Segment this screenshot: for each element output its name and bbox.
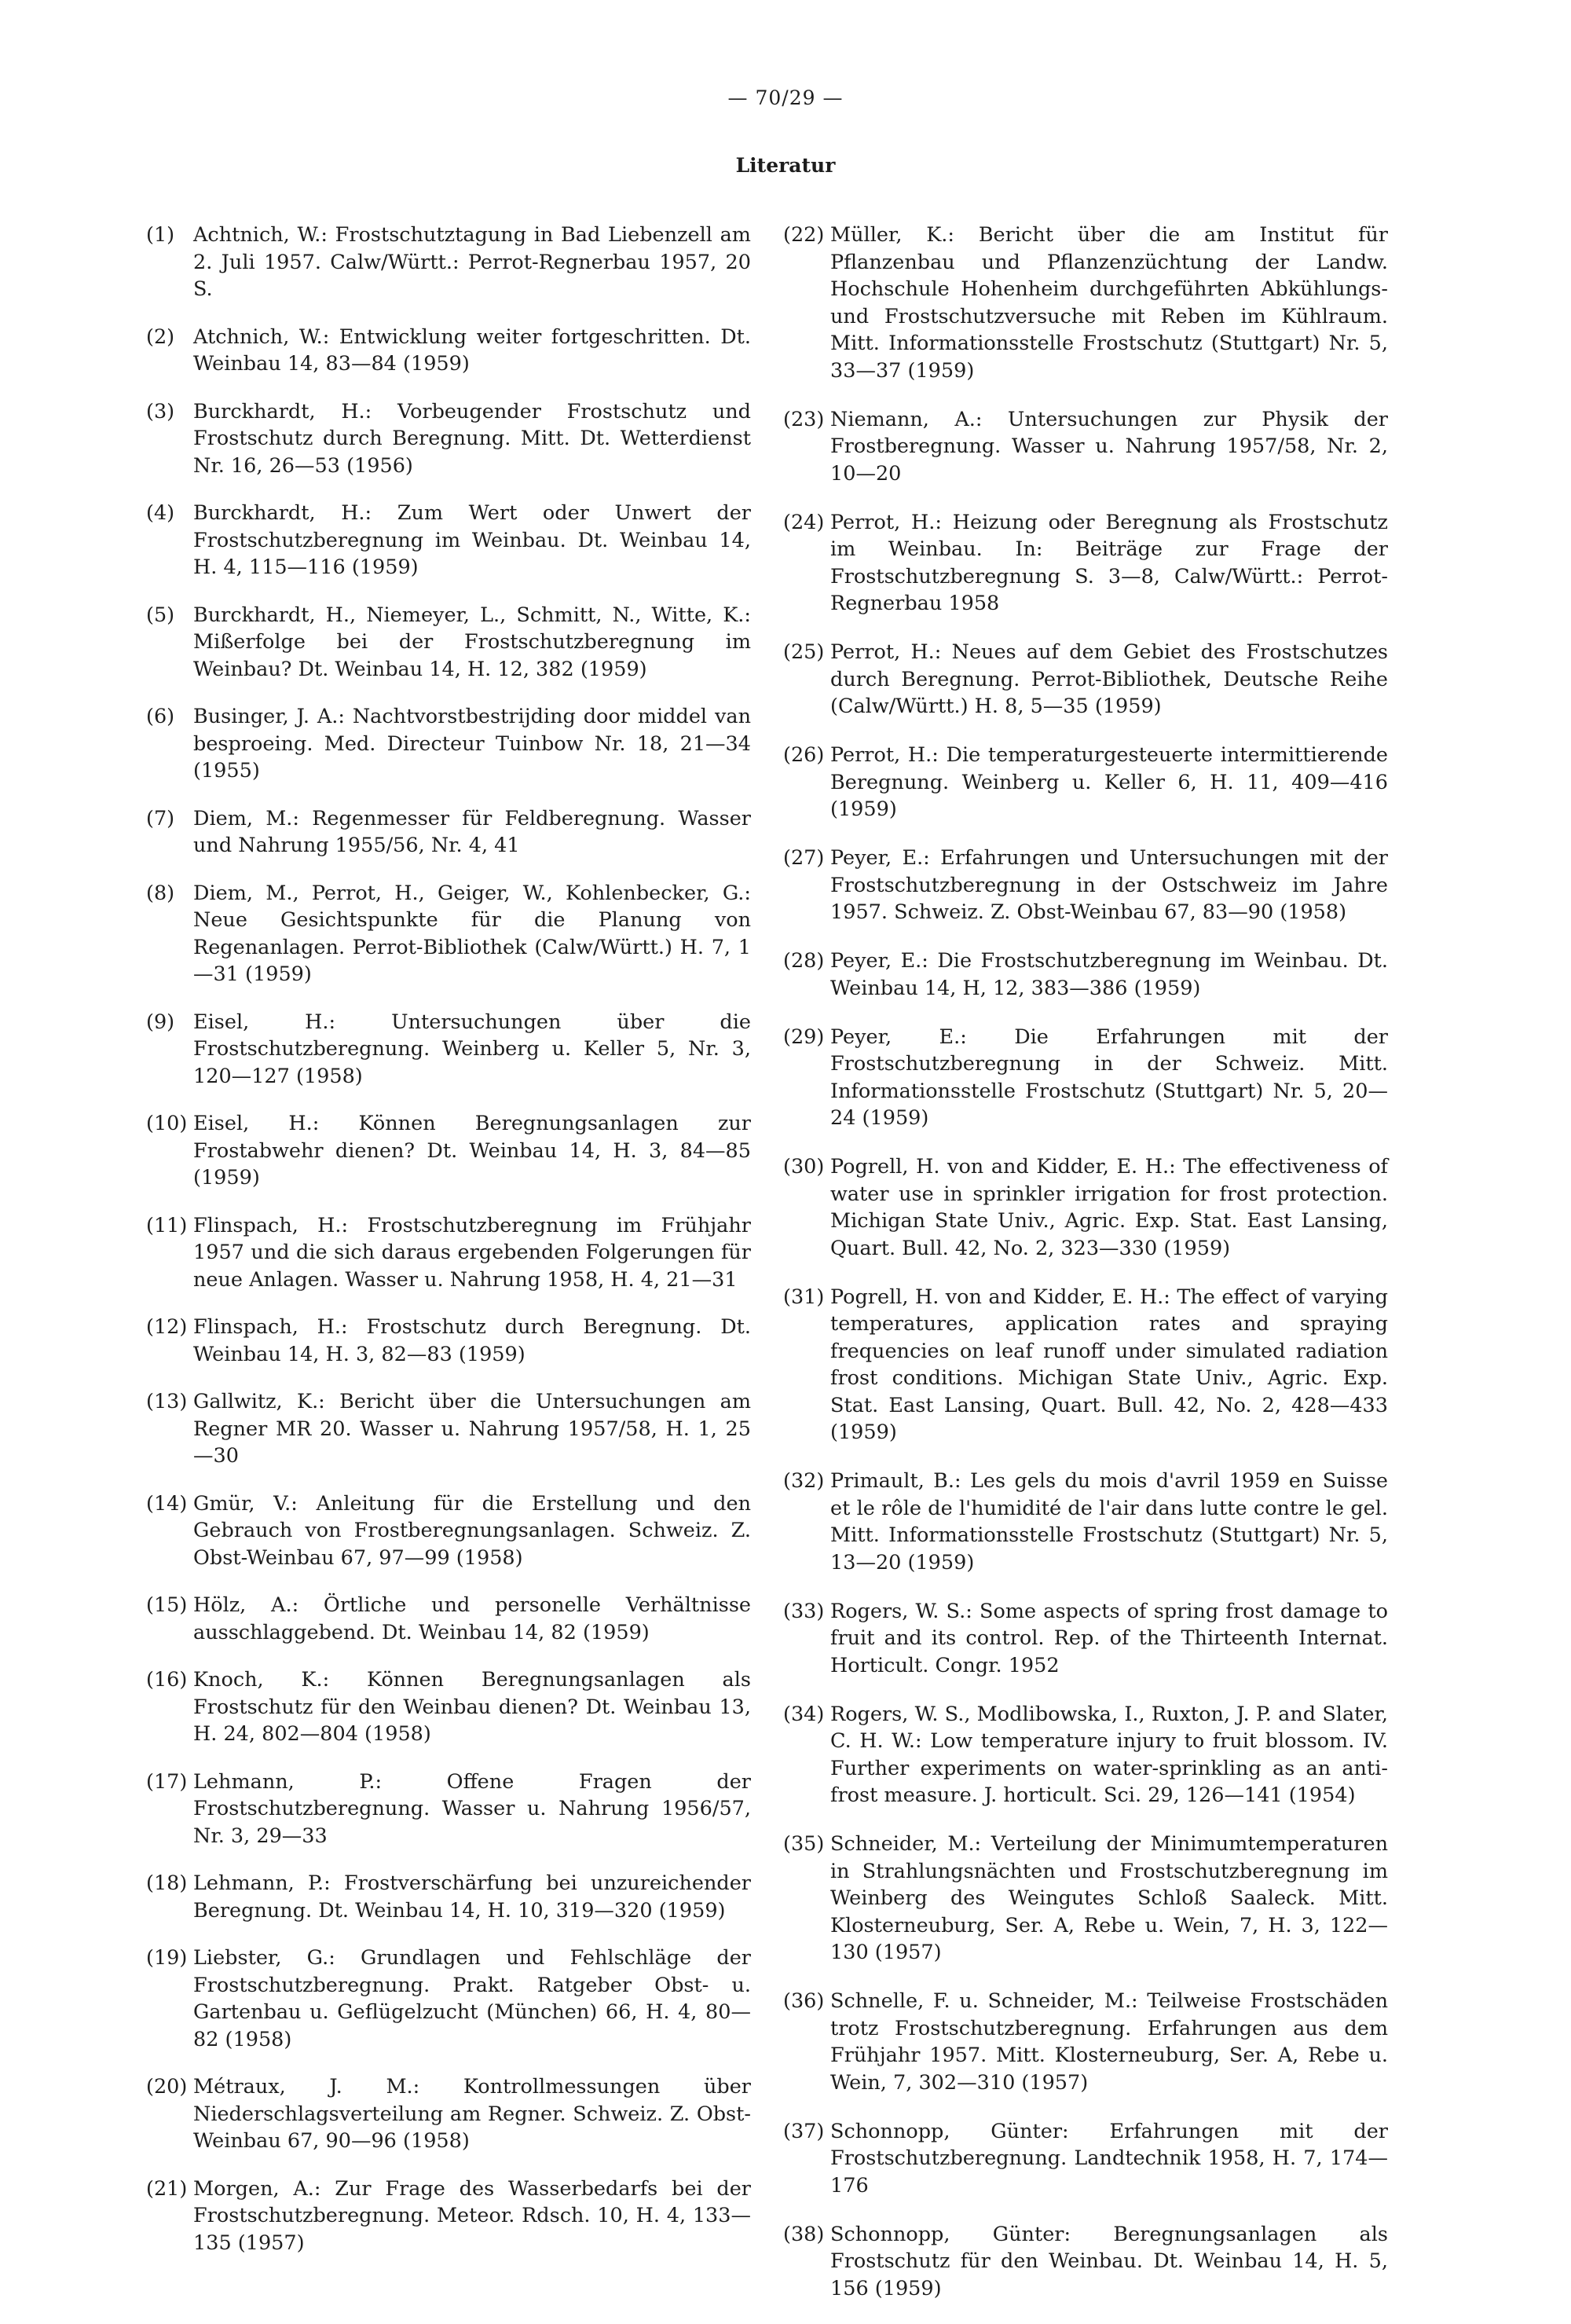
- reference-text: Burckhardt, H.: Zum Wert oder Unwert der Frostschutzberegnung im Weinbau. Dt. Weinbau 14, H. 4, 115—116 (1959): [193, 501, 751, 579]
- reference-number: (1): [146, 223, 175, 247]
- reference-number: (23): [783, 407, 825, 431]
- reference-number: (31): [783, 1285, 825, 1309]
- reference-item: [146, 1870, 751, 1924]
- reference-item: [146, 2176, 751, 2257]
- reference-item: [146, 1388, 751, 1470]
- reference-item: [783, 509, 1388, 618]
- reference-number: (29): [783, 1025, 825, 1049]
- reference-number: (33): [783, 1599, 825, 1623]
- reference-text: Perrot, H.: Die temperaturgesteuerte intermittierende Beregnung. Weinberg u. Keller 6, H. 11, 409—416 (1959): [830, 743, 1388, 821]
- reference-number: (8): [146, 881, 175, 905]
- reference-text: Métraux, J. M.: Kontrollmessungen über Niederschlagsverteilung am Regner. Schweiz. Z. Obst-Weinbau 67, 90—96 (1958): [193, 2075, 751, 2153]
- page-number: — 70/29 —: [727, 86, 844, 109]
- reference-number: (28): [783, 949, 825, 973]
- reference-item: [146, 805, 751, 860]
- reference-text: Eisel, H.: Untersuchungen über die Frostschutzberegnung. Weinberg u. Keller 5, Nr. 3, 120—127 (1958): [193, 1010, 751, 1088]
- reference-text: Perrot, H.: Heizung oder Beregnung als Frostschutz im Weinbau. In: Beiträge zur Frage der Frostschutzberegnung S. 3—8, Calw/Württ.: Perrot-Regnerbau 1958: [830, 510, 1388, 615]
- reference-number: (34): [783, 1702, 825, 1726]
- reference-text: Peyer, E.: Die Frostschutzberegnung im Weinbau. Dt. Weinbau 14, H, 12, 383—386 (1959): [830, 949, 1388, 1000]
- reference-text: Flinspach, H.: Frostschutzberegnung im Frühjahr 1957 und die sich daraus ergebenden Folgerungen für neue Anlagen. Wasser u. Nahrung 1958, H. 4, 21—31: [193, 1213, 751, 1292]
- reference-item: [146, 500, 751, 581]
- reference-text: Schonnopp, Günter: Beregnungsanlagen als Frostschutz für den Weinbau. Dt. Weinbau 14, H. 5, 156 (1959): [830, 2222, 1388, 2300]
- reference-item: [783, 1598, 1388, 1680]
- reference-number: (6): [146, 705, 175, 728]
- reference-number: (38): [783, 2222, 825, 2246]
- page-title: Literatur: [735, 154, 836, 177]
- reference-item: [783, 1701, 1388, 1809]
- reference-text: Rogers, W. S.: Some aspects of spring frost damage to fruit and its control. Rep. of the Thirteenth Internat. Horticult. Congr. 1952: [830, 1599, 1388, 1677]
- reference-number: (16): [146, 1668, 188, 1692]
- reference-item: [783, 1988, 1388, 2096]
- reference-text: Flinspach, H.: Frostschutz durch Beregnung. Dt. Weinbau 14, H. 3, 82—83 (1959): [193, 1315, 751, 1366]
- reference-item: [146, 703, 751, 785]
- reference-text: Perrot, H.: Neues auf dem Gebiet des Frostschutzes durch Beregnung. Perrot-Bibliothek, Deutsche Reihe (Calw/Württ.) H. 8, 5—35 (1959): [830, 640, 1388, 718]
- reference-number: (25): [783, 640, 825, 664]
- reference-item: [783, 1468, 1388, 1576]
- reference-number: (26): [783, 743, 825, 767]
- reference-number: (37): [783, 2119, 825, 2143]
- reference-item: [783, 222, 1388, 384]
- reference-number: (10): [146, 1112, 188, 1135]
- reference-item: [783, 1284, 1388, 1446]
- reference-item: [783, 742, 1388, 823]
- reference-item: [783, 406, 1388, 488]
- reference-text: Pogrell, H. von and Kidder, E. H.: The effect of varying temperatures, application rates and spraying frequencies on leaf runoff under simulated radiation frost conditions. Michigan State Univ., Agric. Exp. Stat. East Lansing, Quart. Bull. 42, No. 2, 428—433 (1959): [830, 1285, 1388, 1444]
- reference-number: (17): [146, 1769, 188, 1794]
- reference-text: Businger, J. A.: Nachtvorstbestrijding door middel van besproeing. Med. Directeur Tuinbow Nr. 18, 21—34 (1955): [193, 705, 751, 783]
- reference-text: Schneider, M.: Verteilung der Minimumtemperaturen in Strahlungsnächten und Frostschutzberegnung im Weinberg des Weingutes Schloß Saaleck. Mitt. Klosterneuburg, Ser. A, Rebe u. Wein, 7, H. 3, 122—130 (1957): [830, 1832, 1388, 1964]
- reference-item: [146, 1592, 751, 1646]
- reference-number: (7): [146, 806, 175, 830]
- reference-item: [146, 880, 751, 988]
- reference-text: Peyer, E.: Die Erfahrungen mit der Frostschutzberegnung in der Schweiz. Mitt. Informationsstelle Frostschutz (Stuttgart) Nr. 5, 20—24 (1959): [830, 1025, 1388, 1130]
- reference-text: Lehmann, P.: Offene Fragen der Frostschutzberegnung. Wasser u. Nahrung 1956/57, Nr. 3, 29—33: [193, 1769, 751, 1848]
- reference-number: (24): [783, 510, 825, 534]
- reference-number: (36): [783, 1989, 825, 2013]
- reference-column-right: [783, 222, 1388, 2324]
- reference-item: [146, 1314, 751, 1368]
- reference-text: Schnelle, F. u. Schneider, M.: Teilweise Frostschäden trotz Frostschutzberegnung. Erfahrungen aus dem Frühjahr 1957. Mitt. Klosterneuburg, Ser. A, Rebe u. Wein, 7, 302—310 (1957): [830, 1989, 1388, 2095]
- reference-number: (14): [146, 1491, 188, 1516]
- reference-number: (27): [783, 846, 825, 870]
- reference-number: (2): [146, 324, 175, 349]
- reference-number: (18): [146, 1871, 188, 1895]
- reference-text: Pogrell, H. von and Kidder, E. H.: The effectiveness of water use in sprinkler irrigation for frost protection. Michigan State Univ., Agric. Exp. Stat. East Lansing, Quart. Bull. 42, No. 2, 323—330 (1959): [830, 1155, 1388, 1260]
- reference-item: [783, 1024, 1388, 1132]
- reference-number: (32): [783, 1469, 825, 1493]
- reference-text: Lehmann, P.: Frostverschärfung bei unzureichender Beregnung. Dt. Weinbau 14, H. 10, 319—320 (1959): [193, 1871, 751, 1923]
- reference-text: Gallwitz, K.: Bericht über die Untersuchungen am Regner MR 20. Wasser u. Nahrung 1957/58, H. 1, 25—30: [193, 1390, 751, 1468]
- reference-item: [146, 222, 751, 303]
- reference-text: Diem, M.: Regenmesser für Feldberegnung. Wasser und Nahrung 1955/56, Nr. 4, 41: [193, 806, 751, 857]
- reference-text: Knoch, K.: Können Beregnungsanlagen als Frostschutz für den Weinbau dienen? Dt. Weinbau 13, H. 24, 802—804 (1958): [193, 1668, 751, 1746]
- reference-item: [783, 639, 1388, 720]
- reference-number: (11): [146, 1213, 188, 1237]
- reference-item: [783, 2221, 1388, 2303]
- reference-item: [783, 845, 1388, 926]
- reference-number: (15): [146, 1593, 188, 1617]
- reference-text: Achtnich, W.: Frostschutztagung in Bad Liebenzell am 2. Juli 1957. Calw/Württ.: Perrot-Regnerbau 1957, 20 S.: [193, 223, 751, 301]
- reference-item: [783, 1831, 1388, 1967]
- reference-item: [783, 2118, 1388, 2200]
- reference-text: Atchnich, W.: Entwicklung weiter fortgeschritten. Dt. Weinbau 14, 83—84 (1959): [193, 324, 751, 376]
- reference-item: [146, 324, 751, 378]
- reference-item: [146, 1212, 751, 1294]
- reference-number: (3): [146, 399, 175, 423]
- reference-number: (20): [146, 2075, 188, 2099]
- reference-number: (5): [146, 603, 175, 627]
- reference-number: (13): [146, 1390, 188, 1413]
- reference-text: Schonnopp, Günter: Erfahrungen mit der Frostschutzberegnung. Landtechnik 1958, H. 7, 174—176: [830, 2119, 1388, 2198]
- reference-text: Peyer, E.: Erfahrungen und Untersuchungen mit der Frostschutzberegnung in der Ostschweiz im Jahre 1957. Schweiz. Z. Obst-Weinbau 67, 83—90 (1958): [830, 846, 1388, 924]
- reference-item: [783, 948, 1388, 1002]
- reference-item: [146, 602, 751, 684]
- reference-item: [146, 2073, 751, 2155]
- reference-number: (30): [783, 1155, 825, 1178]
- reference-number: (19): [146, 1946, 188, 1970]
- reference-item: [146, 1945, 751, 2053]
- reference-text: Morgen, A.: Zur Frage des Wasserbedarfs bei der Frostschutzberegnung. Meteor. Rdsch. 10, H. 4, 133—135 (1957): [193, 2176, 751, 2255]
- reference-text: Burckhardt, H., Niemeyer, L., Schmitt, N., Witte, K.: Mißerfolge bei der Frostschutzberegnung im Weinbau? Dt. Weinbau 14, H. 12, 382 (1959): [193, 603, 751, 681]
- reference-item: [146, 1490, 751, 1572]
- reference-number: (21): [146, 2176, 188, 2201]
- reference-item: [146, 1666, 751, 1748]
- reference-number: (9): [146, 1010, 175, 1034]
- reference-number: (22): [783, 223, 825, 247]
- reference-number: (12): [146, 1315, 188, 1339]
- reference-text: Liebster, G.: Grundlagen und Fehlschläge der Frostschutzberegnung. Prakt. Ratgeber Obst- u. Gartenbau u. Geflügelzucht (München) 66, H. 4, 80—82 (1958): [193, 1946, 751, 2051]
- reference-column-left: [146, 222, 751, 2277]
- reference-text: Gmür, V.: Anleitung für die Erstellung und den Gebrauch von Frostberegnungsanlagen. Schweiz. Z. Obst-Weinbau 67, 97—99 (1958): [193, 1491, 751, 1570]
- reference-number: (35): [783, 1832, 825, 1856]
- reference-text: Burckhardt, H.: Vorbeugender Frostschutz und Frostschutz durch Beregnung. Mitt. Dt. Wetterdienst Nr. 16, 26—53 (1956): [193, 399, 751, 478]
- reference-text: Rogers, W. S., Modlibowska, I., Ruxton, J. P. and Slater, C. H. W.: Low temperature injury to fruit blossom. IV. Further experiments on water-sprinkling as an anti-frost measure. J. horticult. Sci. 29, 126—141 (1954): [830, 1702, 1388, 1807]
- reference-text: Hölz, A.: Örtliche und personelle Verhältnisse ausschlaggebend. Dt. Weinbau 14, 82 (1959): [193, 1593, 751, 1644]
- reference-text: Primault, B.: Les gels du mois d'avril 1959 en Suisse et le rôle de l'humidité de l'air dans lutte contre le gel. Mitt. Informationsstelle Frostschutz (Stuttgart) Nr. 5, 13—20 (1959): [830, 1469, 1388, 1574]
- reference-item: [783, 1153, 1388, 1262]
- reference-item: [146, 1110, 751, 1192]
- reference-item: [146, 1769, 751, 1850]
- reference-item: [146, 1009, 751, 1091]
- reference-text: Eisel, H.: Können Beregnungsanlagen zur Frostabwehr dienen? Dt. Weinbau 14, H. 3, 84—85 (1959): [193, 1112, 751, 1189]
- reference-number: (4): [146, 501, 175, 525]
- reference-text: Müller, K.: Bericht über die am Institut für Pflanzenbau und Pflanzenzüchtung der Landw. Hochschule Hohenheim durchgeführten Abkühlungs- und Frostschutzversuche mit Reben im Kühlraum. Mitt. Informationsstelle Frostschutz (Stuttgart) Nr. 5, 33—37 (1959): [830, 223, 1388, 383]
- reference-text: Niemann, A.: Untersuchungen zur Physik der Frostberegnung. Wasser u. Nahrung 1957/58, Nr. 2, 10—20: [830, 407, 1388, 486]
- reference-text: Diem, M., Perrot, H., Geiger, W., Kohlenbecker, G.: Neue Gesichtspunkte für die Planung von Regenanlagen. Perrot-Bibliothek (Calw/Württ.) H. 7, 1—31 (1959): [193, 881, 751, 986]
- reference-item: [146, 398, 751, 480]
